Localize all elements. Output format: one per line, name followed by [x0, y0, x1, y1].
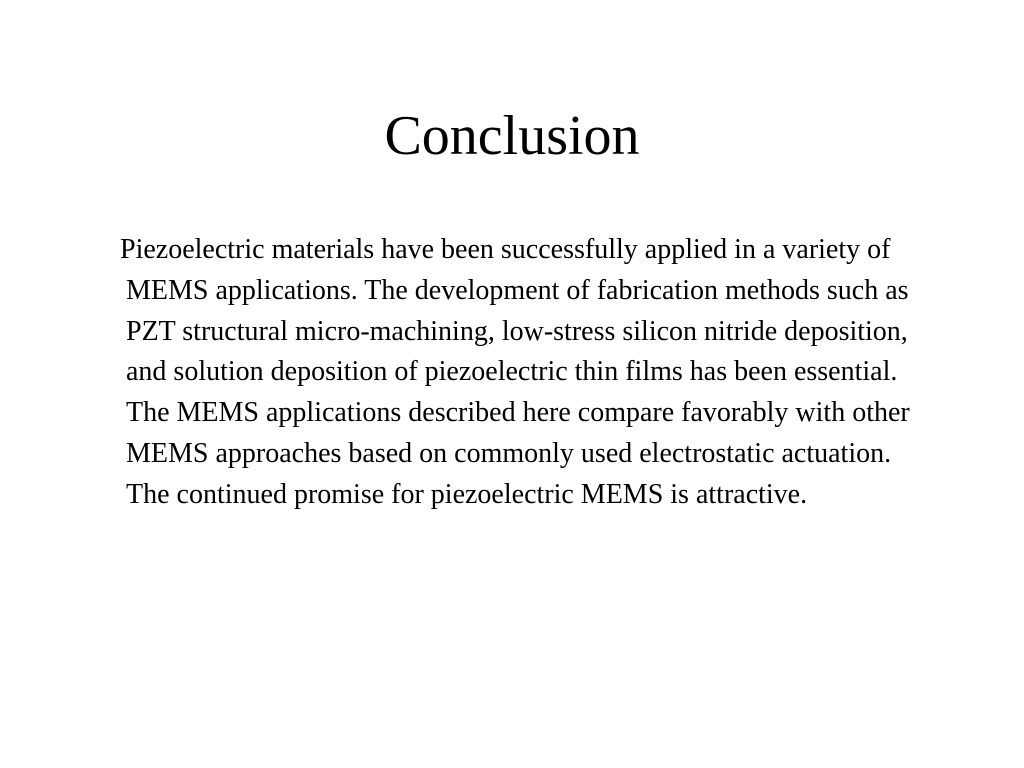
slide-body-text: Piezoelectric materials have been successfully applied in a variety of MEMS applications. The development of fabrication methods such as PZT structural micro-machining, low-stress silicon nitride deposition, and solution deposition of piezoelectric thin films has been essential. The MEMS applications described here compare favorably with other MEMS approaches based on commonly used electrostatic actuation. The continued promise for piezoelectric MEMS is attractive.: [120, 234, 910, 510]
slide-title: Conclusion: [384, 105, 640, 167]
